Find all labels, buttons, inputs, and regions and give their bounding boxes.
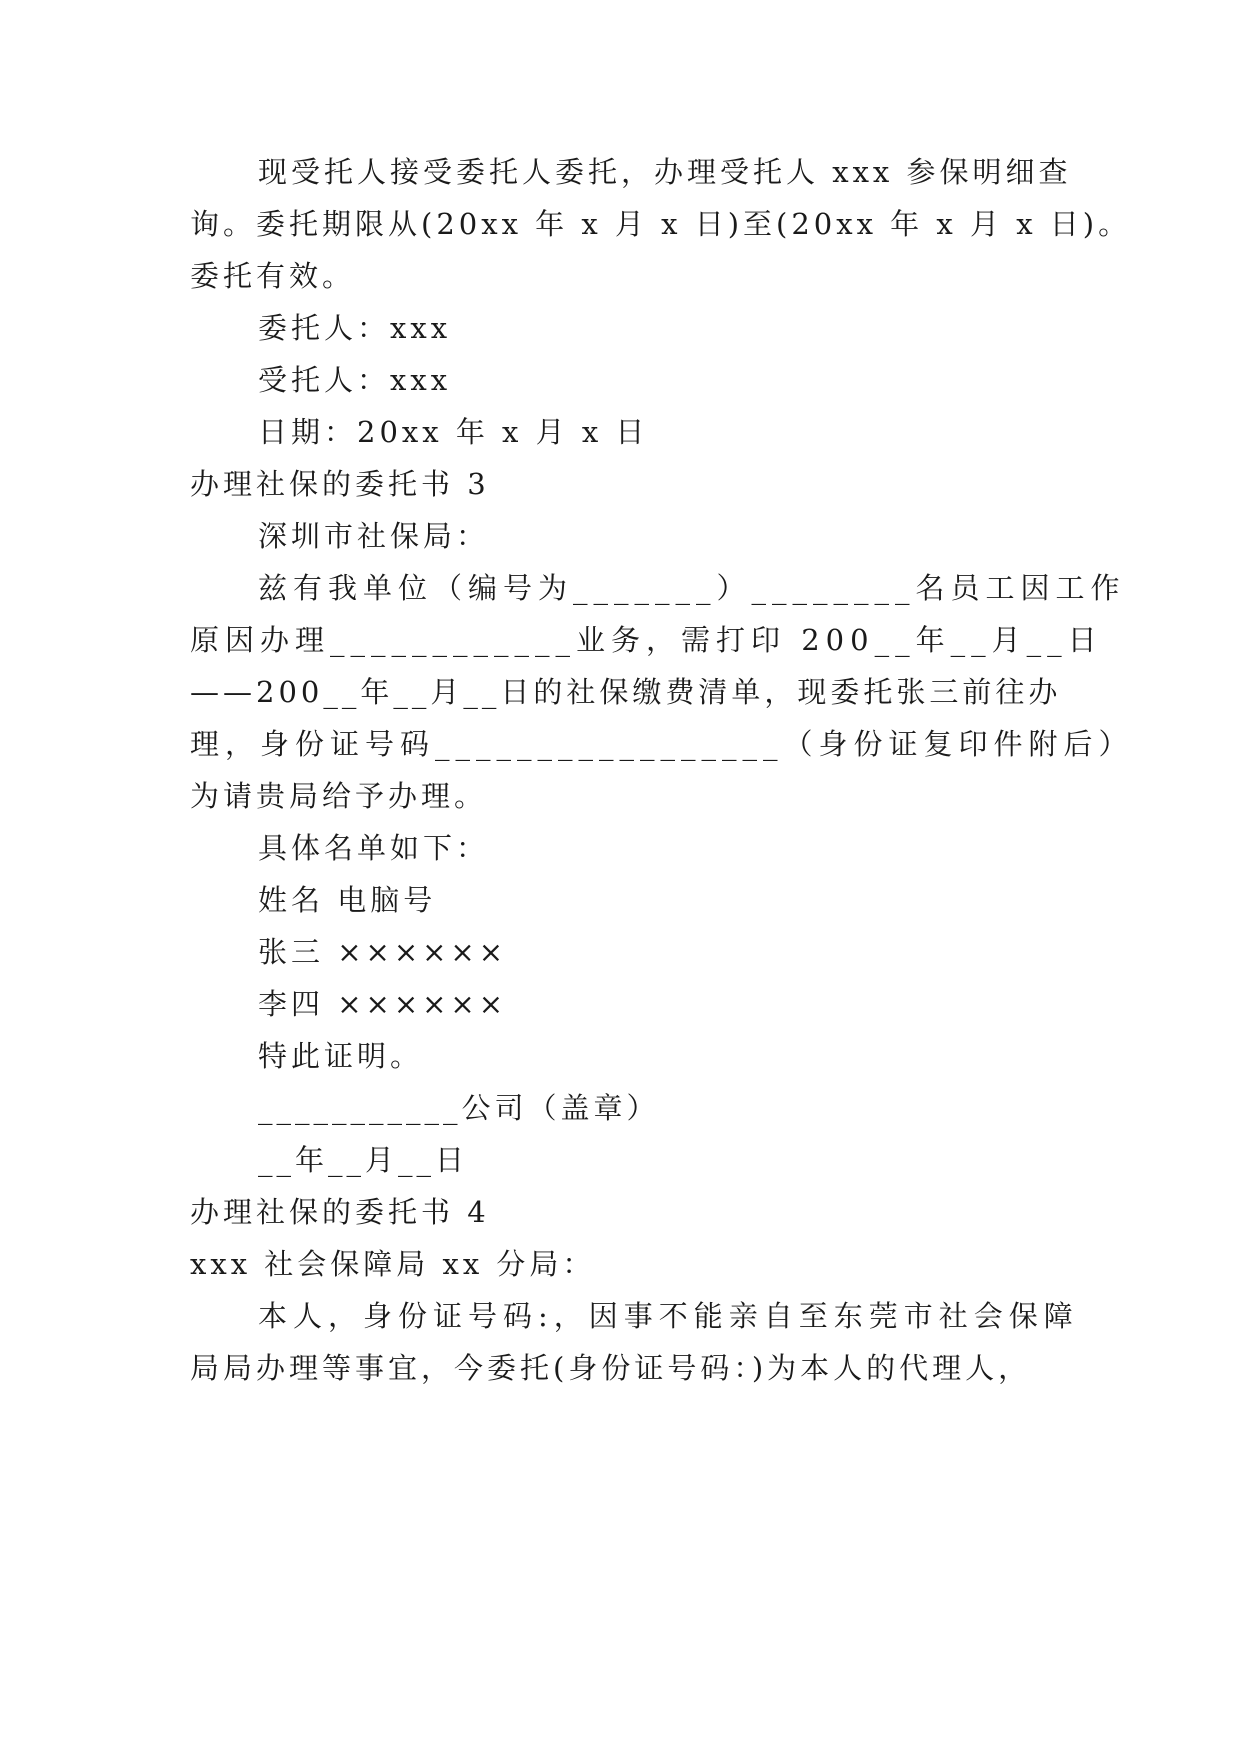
addressee-line: 深圳市社保局： — [258, 519, 490, 553]
section-title: 办理社保的委托书 4 — [190, 1195, 490, 1229]
paragraph-line: 委托有效。 — [190, 259, 356, 293]
closing-line: 特此证明。 — [258, 1039, 424, 1073]
section-title: 办理社保的委托书 3 — [190, 467, 490, 501]
paragraph-line: 理，身份证号码_________________（身份证复印件附后） — [190, 727, 1134, 761]
list-item: 李四 ×××××× — [258, 987, 508, 1021]
paragraph-line: 询。委托期限从(20xx 年 x 月 x 日)至(20xx 年 x 月 x 日)。 — [190, 207, 1132, 241]
paragraph-line: 原因办理____________业务，需打印 200__年__月__日 — [190, 623, 1103, 657]
list-heading: 具体名单如下： — [258, 831, 490, 865]
company-seal-line: ___________公司（盖章） — [258, 1091, 660, 1125]
paragraph-line: 现受托人接受委托人委托，办理受托人 xxx 参保明细查 — [258, 155, 1072, 189]
signature-line: 受托人：xxx — [258, 363, 452, 397]
signature-line: 委托人：xxx — [258, 311, 452, 345]
date-line: __年__月__日 — [258, 1143, 469, 1177]
paragraph-line: 本人，身份证号码:，因事不能亲自至东莞市社会保障 — [258, 1299, 1079, 1333]
paragraph-line: ——200__年__月__日的社保缴费清单，现委托张三前往办 — [190, 675, 1062, 709]
paragraph-line: 兹有我单位（编号为_______）________名员工因工作 — [258, 571, 1126, 605]
list-item: 张三 ×××××× — [258, 935, 508, 969]
date-line: 日期：20xx 年 x 月 x 日 — [258, 415, 649, 449]
list-header-row: 姓名 电脑号 — [258, 883, 437, 917]
addressee-line: xxx 社会保障局 xx 分局： — [190, 1247, 596, 1281]
paragraph-line: 为请贵局给予办理。 — [190, 779, 488, 813]
paragraph-line: 局局办理等事宜，今委托(身份证号码：)为本人的代理人， — [190, 1351, 1032, 1385]
